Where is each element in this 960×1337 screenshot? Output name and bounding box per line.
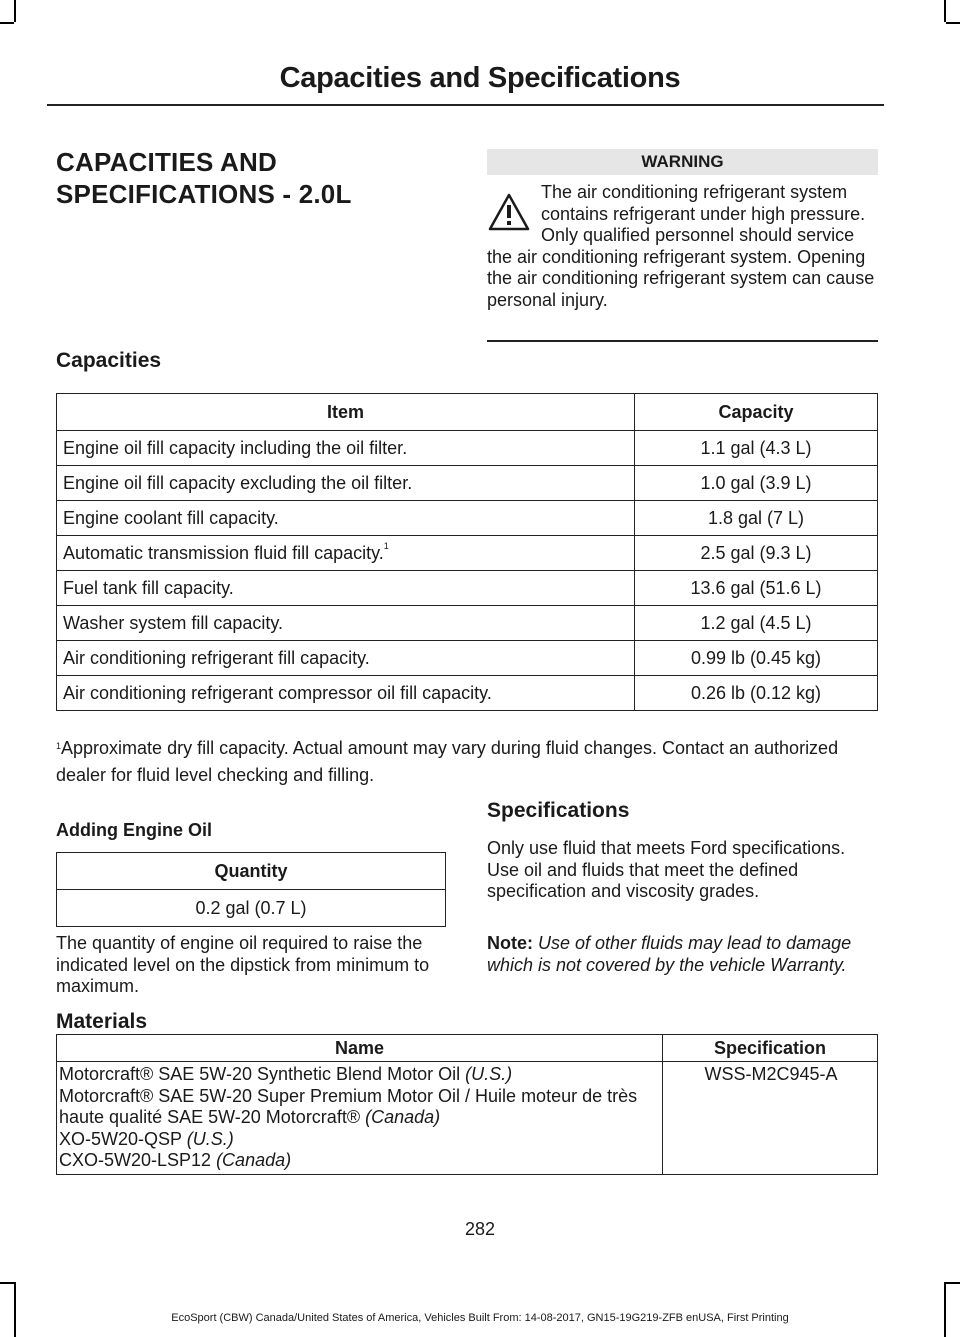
crop-mark [944, 1282, 946, 1337]
table-header-row [57, 853, 446, 890]
item-label: Washer system fill capacity. [63, 612, 284, 633]
item-label: Engine oil fill capacity excluding the oil filter. [63, 472, 413, 493]
material-name-text: XO-5W20-QSP [59, 1128, 187, 1149]
item-cell [57, 676, 635, 711]
table-header-row [57, 1035, 878, 1062]
capacity-value: 1.8 gal (7 L) [635, 501, 878, 536]
item-cell [57, 571, 635, 606]
table-row [57, 676, 878, 711]
adding-oil-text: The quantity of engine oil required to raise the indicated level on the dipstick from minimum to maximum. [56, 933, 430, 996]
capacity-value: 13.6 gal (51.6 L) [635, 571, 878, 606]
note-label: Note: [487, 933, 533, 953]
item-cell [57, 501, 635, 536]
column-header-item: Item [57, 394, 635, 431]
table-row [57, 431, 878, 466]
table-row [57, 571, 878, 606]
materials-table-body [57, 1062, 878, 1175]
crop-mark [946, 22, 960, 24]
capacity-value: 1.0 gal (3.9 L) [635, 466, 878, 501]
specifications-text: Only use fluid that meets Ford specifications. Use oil and fluids that meet the defined specification and viscosity grades. [487, 838, 846, 901]
footnote-marker: 1 [383, 540, 389, 551]
footnote-text: Approximate dry fill capacity. Actual amount may vary during fluid changes. Contact an authorized dealer for fluid level checking and filling. [56, 738, 839, 785]
item-cell [57, 606, 635, 641]
table-row [57, 1062, 878, 1175]
capacity-value: 1.2 gal (4.5 L) [635, 606, 878, 641]
table-row [57, 501, 878, 536]
materials-heading: Materials [56, 1010, 148, 1033]
quantity-value: 0.2 gal (0.7 L) [57, 890, 446, 927]
crop-mark [0, 22, 14, 24]
column-header-specification: Specification [663, 1035, 878, 1062]
item-label: Air conditioning refrigerant fill capacity. [63, 647, 370, 668]
material-name [59, 1129, 662, 1151]
capacity-value: 0.26 lb (0.12 kg) [635, 676, 878, 711]
item-cell [57, 431, 635, 466]
capacity-value: 0.99 lb (0.45 kg) [635, 641, 878, 676]
column-header-name: Name [57, 1035, 663, 1062]
capacities-heading: Capacities [56, 349, 162, 372]
crop-mark [944, 0, 946, 22]
capacities-table [56, 393, 878, 711]
materials-table [56, 1034, 878, 1175]
column-header-capacity: Capacity [635, 394, 878, 431]
item-label: Engine coolant fill capacity. [63, 507, 279, 528]
footnote-marker: 1 [56, 741, 62, 751]
material-name [59, 1150, 662, 1172]
crop-mark [14, 1282, 16, 1337]
crop-mark [946, 1282, 960, 1284]
specification-value: WSS-M2C945-A [663, 1062, 878, 1175]
section-title: CAPACITIES AND SPECIFICATIONS - 2.0L [56, 147, 352, 209]
crop-mark [14, 0, 16, 22]
header-rule [47, 104, 884, 106]
item-cell [57, 466, 635, 501]
specifications-heading: Specifications [487, 799, 630, 822]
table-row [57, 466, 878, 501]
item-cell [57, 536, 635, 571]
warning-text-block [487, 182, 880, 311]
capacities-footnote [56, 735, 886, 789]
capacities-table-body [57, 431, 878, 711]
table-row [57, 606, 878, 641]
table-row [57, 536, 878, 571]
material-name [59, 1086, 662, 1129]
column-header-quantity: Quantity [57, 853, 446, 890]
item-label: Air conditioning refrigerant compressor oil fill capacity. [63, 682, 492, 703]
item-label: Automatic transmission fluid fill capacity. [63, 542, 384, 563]
item-label: Fuel tank fill capacity. [63, 577, 234, 598]
item-label: Engine oil fill capacity including the oil filter. [63, 437, 408, 458]
warning-text: The air conditioning refrigerant system contains refrigerant under high pressure. Only qualified personnel should service the air conditioning refrigerant system. Opening the air conditioning refrigerant system can cause personal injury. [487, 182, 875, 310]
running-title: Capacities and Specifications [279, 62, 681, 94]
material-name-text: Motorcraft® SAE 5W-20 Super Premium Motor Oil / Huile moteur de très haute qualité SAE 5W-20 Motorcraft® [59, 1085, 638, 1127]
market-label: (Canada) [365, 1107, 441, 1127]
warning-heading: WARNING [487, 149, 878, 175]
crop-mark [0, 1282, 14, 1284]
table-row [57, 641, 878, 676]
material-name [59, 1064, 662, 1086]
item-cell [57, 641, 635, 676]
footer-text: EcoSport (CBW) Canada/United States of America, Vehicles Built From: 14-08-2017, GN15-19G219-ZFB enUSA, First Printing [171, 1312, 789, 1324]
note-text: Use of other fluids may lead to damage which is not covered by the vehicle Warranty. [487, 933, 852, 975]
adding-oil-heading: Adding Engine Oil [56, 820, 212, 840]
table-header-row [57, 394, 878, 431]
market-label: (U.S.) [465, 1064, 513, 1084]
material-name-cell [57, 1062, 663, 1175]
capacity-value: 2.5 gal (9.3 L) [635, 536, 878, 571]
warning-rule [487, 340, 878, 342]
specifications-note [487, 933, 882, 976]
material-name-text: CXO-5W20-LSP12 [59, 1150, 217, 1170]
market-label: (U.S.) [186, 1128, 234, 1149]
table-row [57, 890, 446, 927]
page-number: 282 [464, 1219, 496, 1239]
capacity-value: 1.1 gal (4.3 L) [635, 431, 878, 466]
quantity-table [56, 852, 446, 927]
material-name-text: Motorcraft® SAE 5W-20 Synthetic Blend Motor Oil [59, 1064, 466, 1084]
market-label: (Canada) [216, 1150, 292, 1170]
